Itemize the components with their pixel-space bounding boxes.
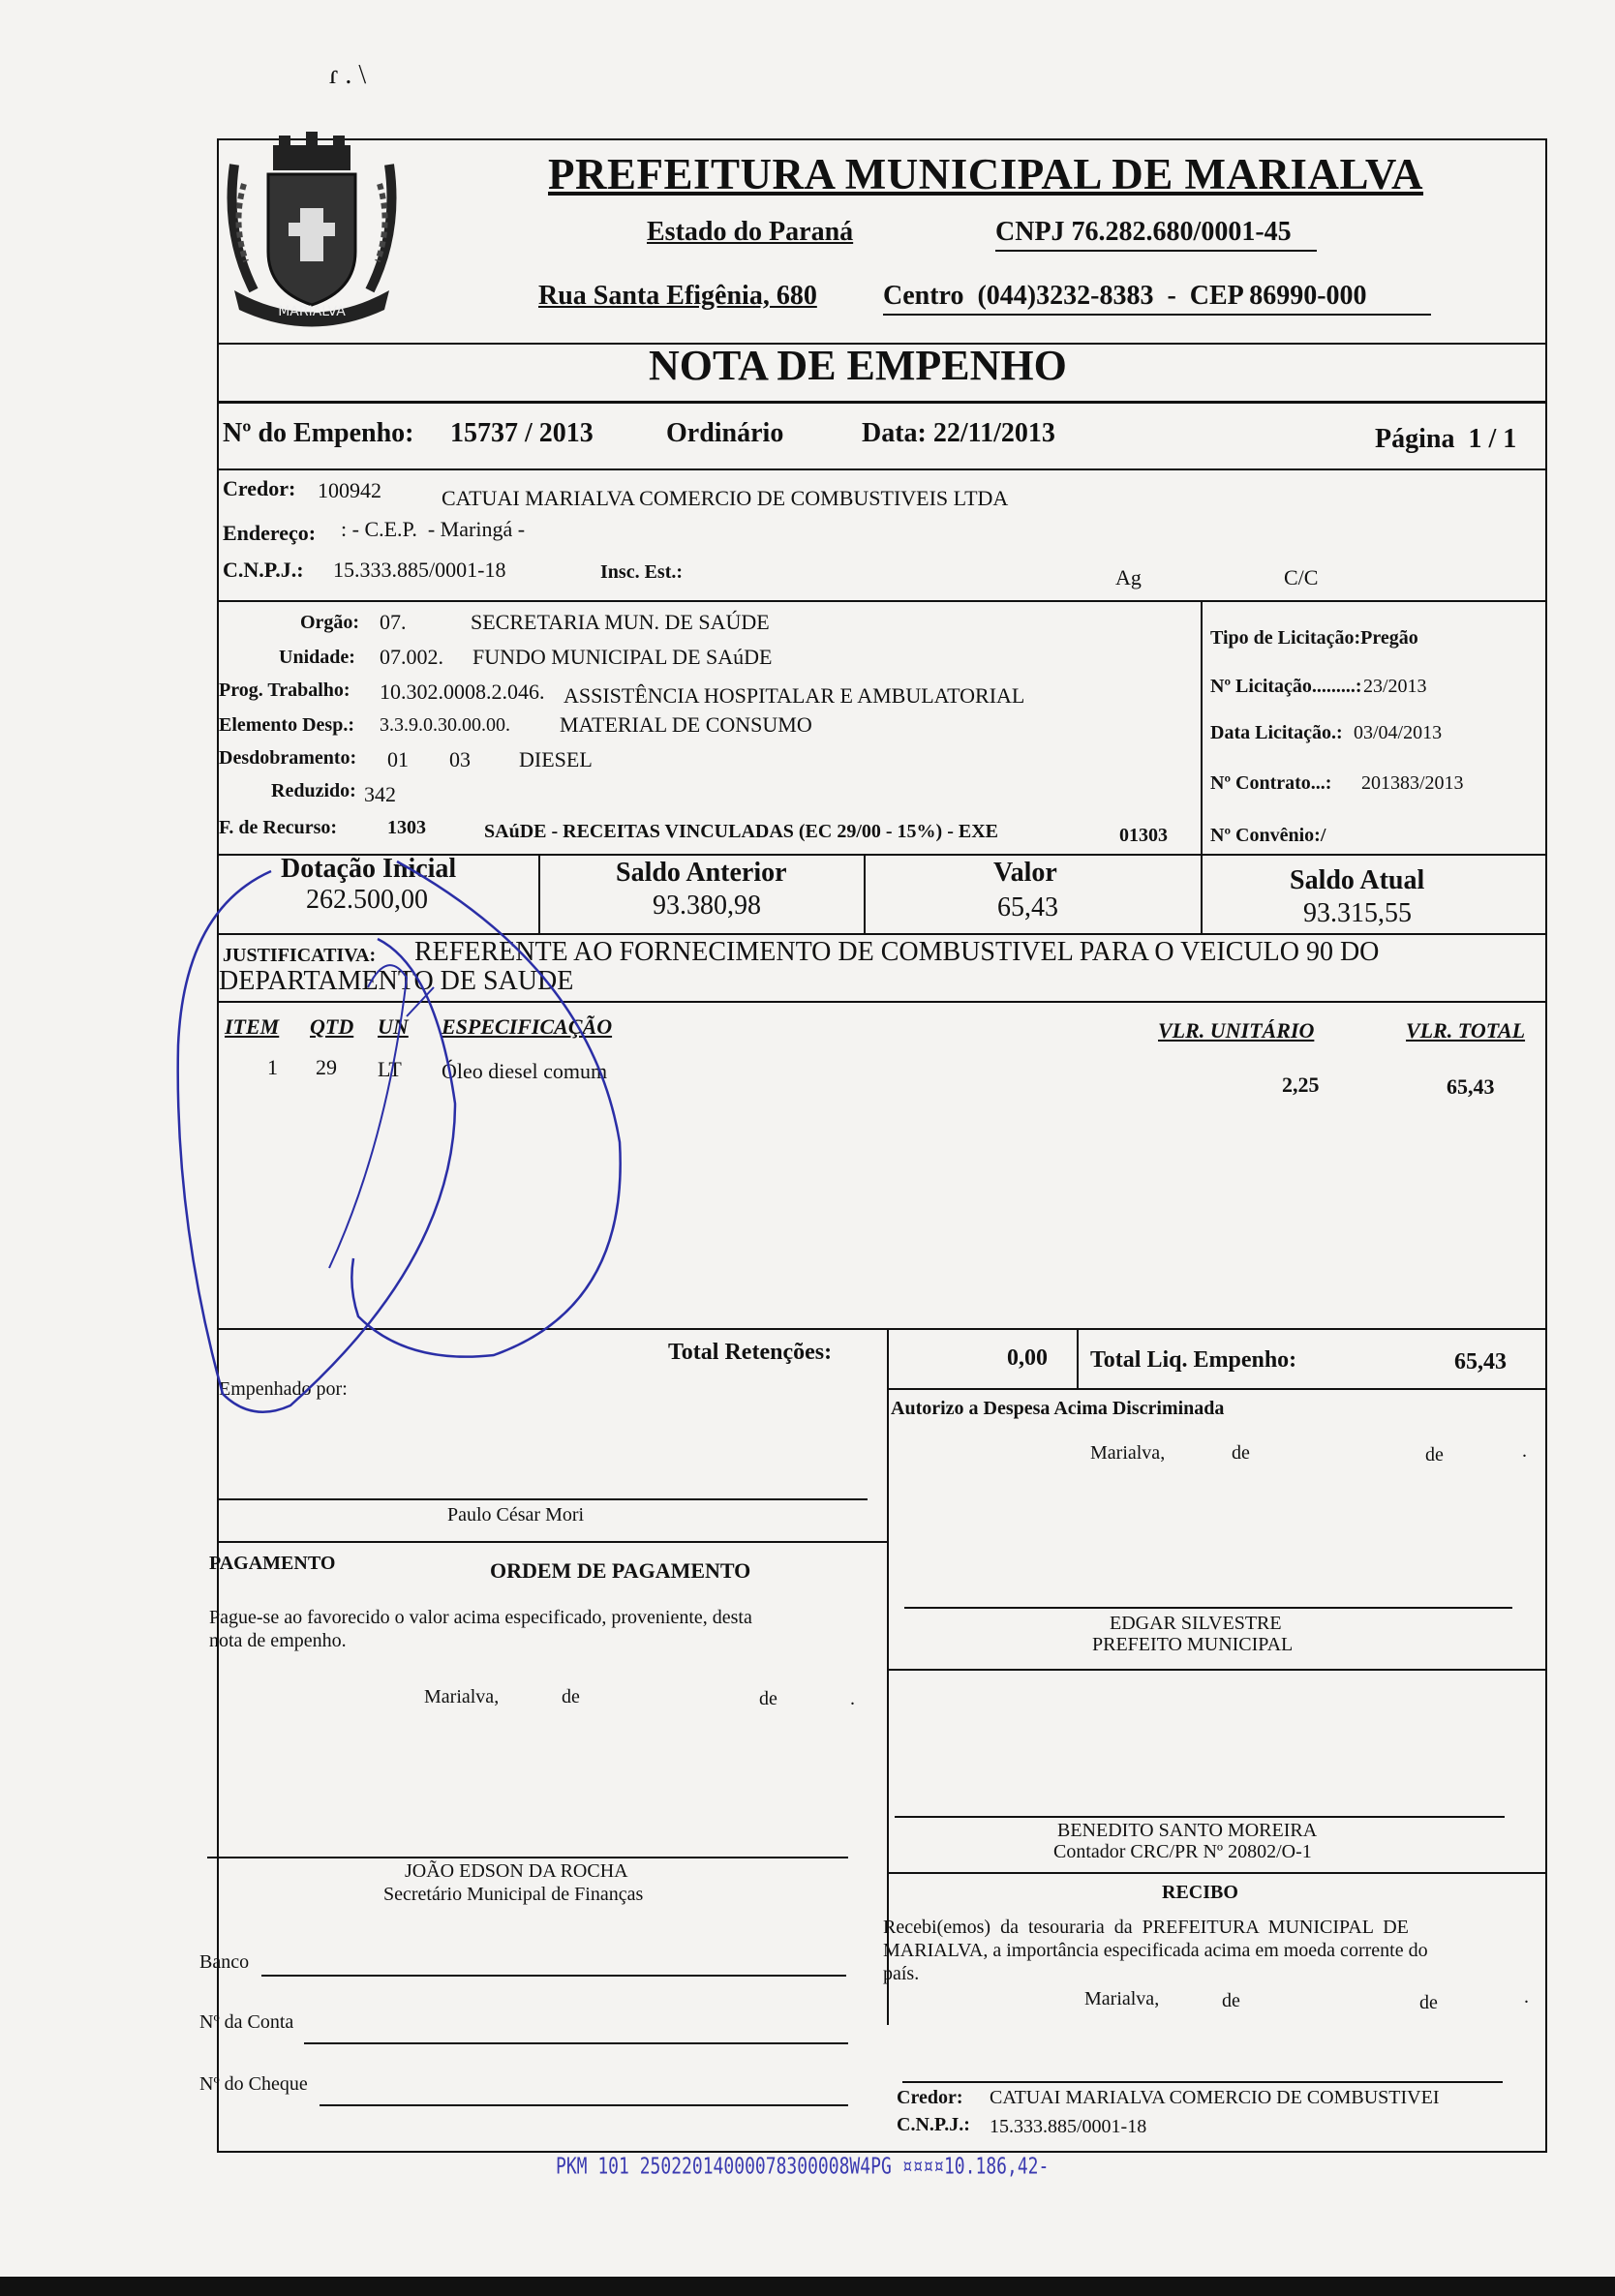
saldo-atual-value: 93.315,55 (1303, 898, 1412, 928)
recibo-dot: . (1524, 1986, 1529, 2008)
col-especificacao: ESPECIFICAÇÃO (442, 1014, 613, 1039)
unidade-name: FUNDO MUNICIPAL DE SAúDE (472, 645, 773, 669)
saldo-anterior-label: Saldo Anterior (616, 858, 787, 888)
agencia-label: Ag (1115, 565, 1142, 589)
total-liq-label: Total Liq. Empenho: (1090, 1347, 1297, 1373)
bank-stamp: PKM 101 25022014000078300008W4PG ¤¤¤¤10.186,42- (556, 2153, 1050, 2181)
secretario-name: JOÃO EDSON DA ROCHA (405, 1860, 628, 1882)
recurso-label: F. de Recurso: (219, 817, 338, 838)
frame-right (1545, 138, 1547, 2152)
licitacao-number: 23/2013 (1363, 676, 1427, 697)
unidade-code: 07.002. (380, 645, 443, 669)
conta-label: Nº da Conta (199, 2011, 294, 2033)
licitacao-date: 03/04/2013 (1354, 722, 1443, 743)
frame-bottom (217, 2151, 1547, 2153)
prefeito-name: EDGAR SILVESTRE (1110, 1613, 1282, 1634)
pagamento-text-line2: nota de empenho. (209, 1630, 347, 1651)
licitacao-date-label: Data Licitação.: (1210, 722, 1343, 743)
frame-top (217, 138, 1547, 140)
saldo-atual-label: Saldo Atual (1290, 865, 1425, 895)
empenho-type: Ordinário (666, 418, 784, 448)
page-number: Página 1 / 1 (1375, 424, 1517, 454)
justificativa-label: JUSTIFICATIVA: (223, 945, 377, 966)
prog-trabalho-code: 10.302.0008.2.046. (380, 680, 545, 704)
municipal-crest-icon (215, 126, 409, 334)
empenho-label: Nº do Empenho: (223, 418, 414, 448)
item-qtd: 29 (316, 1055, 337, 1079)
doc-title: NOTA DE EMPENHO (649, 342, 1067, 389)
credor-footer-name: CATUAI MARIALVA COMERCIO DE COMBUSTIVEI (990, 2087, 1440, 2108)
ordem-pagamento-title: ORDEM DE PAGAMENTO (490, 1558, 751, 1583)
autorizo-text: Autorizo a Despesa Acima Discriminada (891, 1398, 1225, 1419)
empenho-number: 15737 / 2013 (450, 418, 594, 448)
justificativa-text-line1: REFERENTE AO FORNECIMENTO DE COMBUSTIVEL PARA O VEICULO 90 DO (414, 937, 1380, 967)
dotacao-label: Dotação Inicial (281, 854, 457, 884)
col-vlr-unitario: VLR. UNITÁRIO (1158, 1018, 1315, 1042)
item-unit-value: 2,25 (1282, 1072, 1320, 1097)
desdobramento-label: Desdobramento: (219, 747, 357, 769)
pagamento-place: Marialva, (424, 1686, 500, 1707)
contrato-label: Nº Contrato...: (1210, 772, 1332, 794)
orgao-name: SECRETARIA MUN. DE SAÚDE (471, 610, 770, 634)
prefeito-role: PREFEITO MUNICIPAL (1092, 1634, 1294, 1655)
credor-cnpj: 15.333.885/0001-18 (333, 558, 506, 582)
endereco-value: : - C.E.P. - Maringá - (341, 517, 526, 541)
recibo-de1: de (1222, 1990, 1240, 2011)
prefeitura-title: PREFEITURA MUNICIPAL DE MARIALVA (548, 150, 1424, 198)
state-label: Estado do Paraná (647, 217, 854, 247)
scan-mark: ɾ . \ (329, 60, 367, 90)
licitacao-number-label: Nº Licitação.........: (1210, 676, 1362, 697)
recibo-place: Marialva, (1084, 1988, 1160, 2009)
contador-name: BENEDITO SANTO MOREIRA (1057, 1820, 1318, 1841)
credor-footer-cnpj-label: C.N.P.J.: (897, 2114, 970, 2135)
banco-label: Banco (199, 1951, 250, 1973)
valor-label: Valor (993, 858, 1057, 888)
pagamento-dot: . (850, 1688, 855, 1709)
cnpj-prefeitura: CNPJ 76.282.680/0001-45 (995, 217, 1292, 247)
elemento-code: 3.3.9.0.30.00.00. (380, 714, 510, 736)
item-total-value: 65,43 (1447, 1074, 1495, 1099)
scan-border (0, 2277, 1615, 2296)
autorizo-de2: de (1425, 1444, 1444, 1465)
empenho-date: Data: 22/11/2013 (862, 418, 1055, 448)
credor-footer-label: Credor: (897, 2087, 963, 2108)
pagamento-label: PAGAMENTO (209, 1553, 336, 1574)
reduzido-value: 342 (364, 782, 396, 806)
contrato-number: 201383/2013 (1361, 772, 1464, 794)
endereco-label: Endereço: (223, 521, 317, 545)
col-un: UN (378, 1014, 409, 1039)
col-vlr-total: VLR. TOTAL (1406, 1018, 1526, 1042)
tipo-licitacao: Tipo de Licitação:Pregão (1210, 627, 1418, 649)
desdobramento-code2: 03 (449, 747, 471, 771)
saldo-anterior-value: 93.380,98 (653, 891, 761, 921)
pagamento-de1: de (562, 1686, 580, 1707)
retencoes-value: 0,00 (1007, 1345, 1048, 1371)
credor-code: 100942 (318, 478, 381, 502)
credor-cnpj-label: C.N.P.J.: (223, 558, 304, 582)
item-spec: Óleo diesel comum (442, 1059, 608, 1083)
autorizo-de1: de (1232, 1442, 1250, 1464)
banco-field[interactable] (261, 1975, 846, 1977)
valor-value: 65,43 (997, 892, 1058, 922)
secretario-role: Secretário Municipal de Finanças (383, 1884, 644, 1905)
prog-trabalho-name: ASSISTÊNCIA HOSPITALAR E AMBULATORIAL (564, 683, 1025, 708)
orgao-code: 07. (380, 610, 407, 634)
recurso-code: 1303 (387, 817, 426, 838)
pagamento-text-line1: Pague-se ao favorecido o valor acima especificado, proveniente, desta (209, 1607, 752, 1628)
recurso-name: SAúDE - RECEITAS VINCULADAS (EC 29/00 - 15%) - EXE (484, 821, 998, 842)
orgao-label: Orgão: (300, 612, 360, 633)
unidade-label: Unidade: (279, 647, 355, 668)
autorizo-place: Marialva, (1090, 1442, 1166, 1464)
credor-label: Credor: (223, 476, 296, 500)
dotacao-value: 262.500,00 (306, 885, 428, 915)
recibo-text-line1: Recebi(emos) da tesouraria da PREFEITURA MUNICIPAL DE (883, 1917, 1409, 1938)
contador-role: Contador CRC/PR Nº 20802/O-1 (1053, 1841, 1312, 1862)
item-number: 1 (267, 1055, 278, 1079)
empenhado-name: Paulo César Mori (447, 1504, 585, 1526)
recibo-text-line2: MARIALVA, a importância especificada acima em moeda corrente do (883, 1940, 1428, 1961)
total-liq-value: 65,43 (1454, 1349, 1507, 1375)
elemento-label: Elemento Desp.: (219, 714, 354, 736)
credor-name: CATUAI MARIALVA COMERCIO DE COMBUSTIVEIS LTDA (442, 486, 1009, 510)
insc-est-label: Insc. Est.: (600, 561, 684, 583)
reduzido-label: Reduzido: (271, 780, 356, 801)
cheque-label: Nº do Cheque (199, 2073, 308, 2095)
conta-field[interactable] (304, 2042, 848, 2044)
desdobramento-name: DIESEL (519, 747, 593, 771)
conta-corrente-label: C/C (1284, 565, 1319, 589)
col-qtd: QTD (310, 1014, 354, 1039)
handwritten-signature (165, 852, 668, 1433)
recibo-text-line3: país. (883, 1963, 920, 1984)
address: Rua Santa Efigênia, 680 (538, 281, 817, 311)
autorizo-dot: . (1522, 1440, 1527, 1462)
col-item: ITEM (225, 1014, 280, 1039)
justificativa-text-line2: DEPARTAMENTO DE SAUDE (219, 966, 574, 996)
desdobramento-code1: 01 (387, 747, 409, 771)
recibo-de2: de (1419, 1992, 1438, 2013)
convenio: Nº Convênio:/ (1210, 825, 1326, 846)
credor-footer-cnpj: 15.333.885/0001-18 (990, 2116, 1147, 2137)
recibo-title: RECIBO (1162, 1882, 1238, 1903)
empenhado-label: Empenhado por: (219, 1378, 348, 1400)
retencoes-label: Total Retenções: (668, 1340, 833, 1365)
crest-ribbon-text: MARIALVA (278, 304, 346, 319)
district-phone-cep: Centro (044)3232-8383 - CEP 86990-000 (883, 281, 1367, 311)
item-un: LT (378, 1057, 402, 1081)
prog-trabalho-label: Prog. Trabalho: (219, 680, 350, 701)
recurso-code2: 01303 (1119, 825, 1168, 846)
elemento-name: MATERIAL DE CONSUMO (560, 712, 812, 737)
cheque-field[interactable] (320, 2104, 848, 2106)
pagamento-de2: de (759, 1688, 777, 1709)
